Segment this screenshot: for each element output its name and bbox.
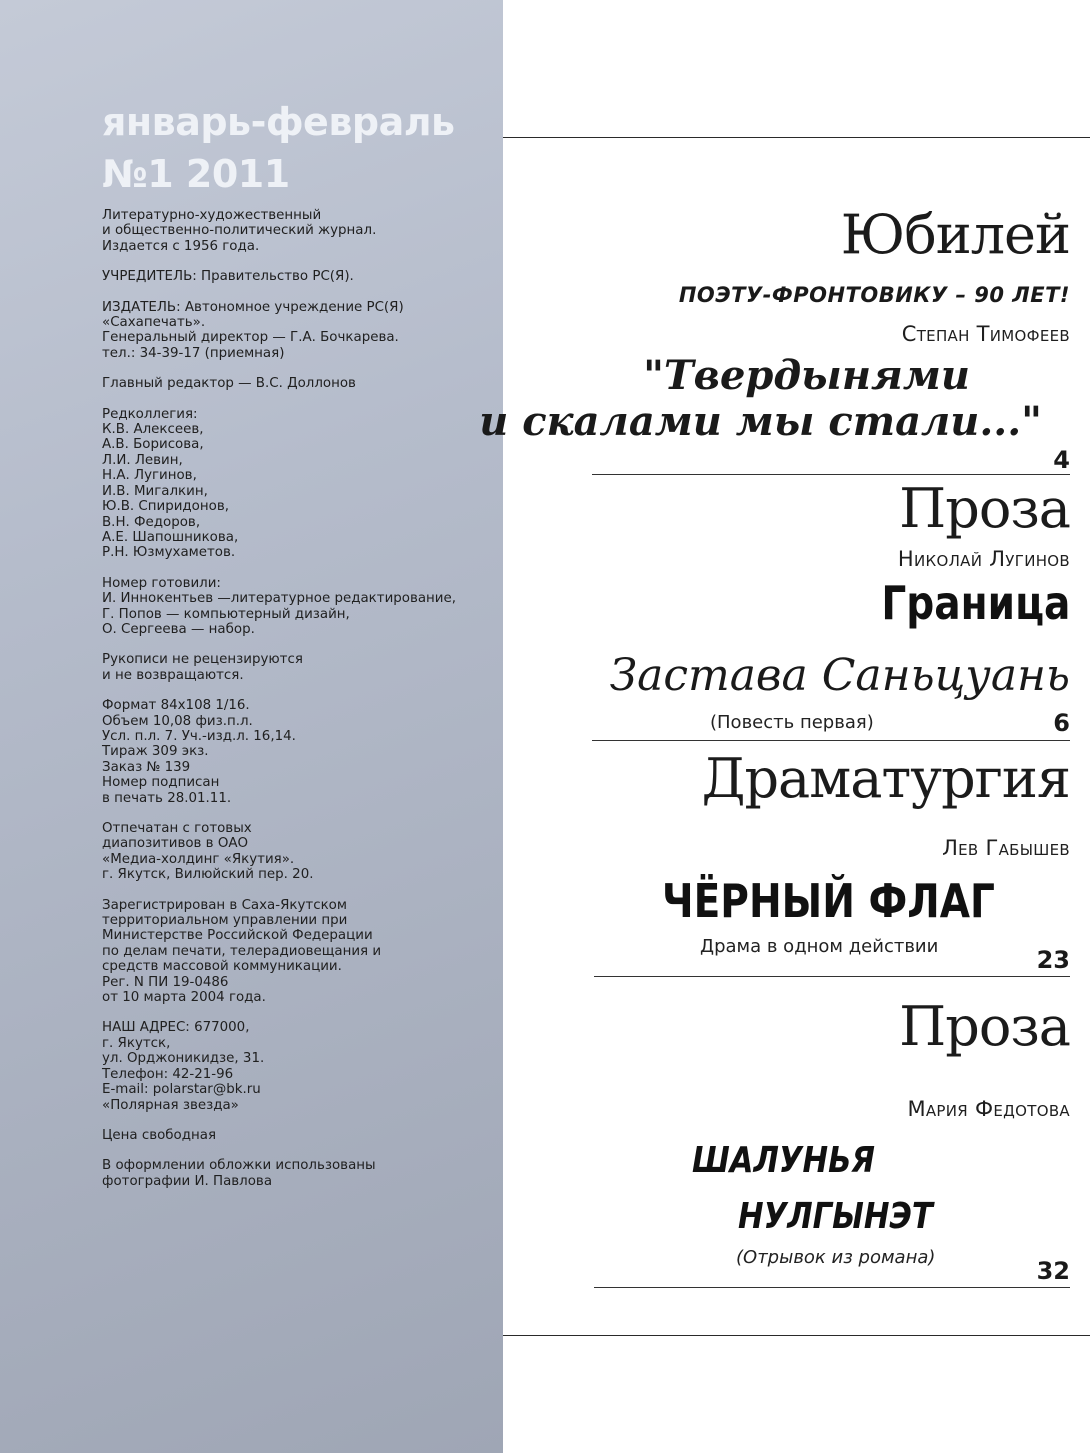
imprint-line: и общественно-политический журнал. bbox=[102, 223, 377, 239]
prose2-note: (Отрывок из романа) bbox=[736, 1247, 936, 1268]
separator bbox=[592, 474, 1070, 475]
imprint-line: Заказ № 139 bbox=[102, 759, 191, 775]
imprint-line: и не возвращаются. bbox=[102, 667, 244, 683]
imprint-line: диапозитивов в ОАО bbox=[102, 836, 249, 852]
imprint-block bbox=[102, 1128, 497, 1143]
imprint-line: «Полярная звезда» bbox=[102, 1097, 239, 1113]
imprint-line: г. Якутск, Вилюйский пер. 20. bbox=[102, 867, 314, 883]
imprint-line: Р.Н. Юзмухаметов. bbox=[102, 545, 236, 561]
imprint-line: от 10 марта 2004 года. bbox=[102, 990, 266, 1006]
prose2-page-number[interactable]: 32 bbox=[1036, 1257, 1070, 1285]
imprint-line: О. Сергеева — набор. bbox=[102, 621, 255, 637]
separator bbox=[594, 976, 1070, 977]
imprint-line: Тираж 309 экз. bbox=[102, 744, 209, 760]
imprint-line: Рег. N ПИ 19-0486 bbox=[102, 974, 229, 990]
imprint-line: А.В. Борисова, bbox=[102, 437, 204, 453]
prose1-note: (Повесть первая) bbox=[710, 712, 874, 733]
imprint-line: «Медиа-холдинг «Якутия». bbox=[102, 851, 295, 867]
imprint-block bbox=[102, 376, 497, 391]
imprint-line: И.В. Мигалкин, bbox=[102, 483, 208, 499]
section-drama: Драматургия bbox=[701, 747, 1070, 810]
separator bbox=[592, 740, 1070, 741]
imprint-line: Объем 10,08 физ.п.л. bbox=[102, 713, 253, 729]
imprint-block bbox=[102, 1020, 497, 1112]
imprint-line: Телефон: 42-21-96 bbox=[102, 1066, 234, 1082]
imprint-line: фотографии И. Павлова bbox=[102, 1173, 273, 1189]
imprint-line: Литературно-художественный bbox=[102, 208, 322, 223]
prose2-title-line1[interactable]: ШАЛУНЬЯ bbox=[692, 1140, 875, 1181]
imprint-line: Н.А. Лугинов, bbox=[102, 468, 197, 484]
issue-month: январь-февраль bbox=[102, 100, 455, 144]
prose2-title-line2[interactable]: НУЛГЫНЭТ bbox=[738, 1196, 933, 1237]
prose1-author: Николай Лугинов bbox=[897, 547, 1070, 571]
imprint-line: г. Якутск, bbox=[102, 1035, 171, 1051]
imprint-block bbox=[102, 407, 497, 561]
section-prose-1: Проза bbox=[899, 477, 1070, 540]
drama-author: Лев Габышев bbox=[942, 836, 1070, 860]
imprint-line: Цена свободная bbox=[102, 1127, 217, 1143]
imprint-line: Л.И. Левин, bbox=[102, 452, 183, 468]
imprint-line: Отпечатан с готовых bbox=[102, 821, 252, 836]
imprint-panel bbox=[0, 0, 503, 1453]
jubilee-title-line1[interactable]: "Твердынями bbox=[643, 352, 970, 399]
imprint-text bbox=[102, 208, 497, 1204]
top-rule bbox=[503, 137, 1090, 138]
prose1-title[interactable]: Граница bbox=[880, 576, 1070, 630]
imprint-line: «Сахапечать». bbox=[102, 315, 206, 331]
imprint-block bbox=[102, 698, 497, 806]
drama-note: Драма в одном действии bbox=[700, 936, 939, 957]
imprint-line: Г. Попов — компьютерный дизайн, bbox=[102, 606, 350, 622]
imprint-line: Главный редактор — В.С. Доллонов bbox=[102, 376, 356, 392]
jubilee-tagline: ПОЭТУ-ФРОНТОВИКУ – 90 ЛЕТ! bbox=[678, 283, 1070, 307]
imprint-block bbox=[102, 576, 497, 638]
imprint-line: Формат 84х108 1/16. bbox=[102, 698, 250, 714]
imprint-line: Ю.В. Спиридонов, bbox=[102, 499, 229, 515]
imprint-line: Издается с 1956 года. bbox=[102, 238, 260, 254]
imprint-line: В.Н. Федоров, bbox=[102, 514, 201, 530]
jubilee-page-number[interactable]: 4 bbox=[1053, 446, 1070, 474]
imprint-line: ИЗДАТЕЛЬ: Автономное учреждение РС(Я) bbox=[102, 299, 404, 315]
prose1-page-number[interactable]: 6 bbox=[1053, 709, 1070, 737]
issue-number: №1 2011 bbox=[102, 152, 290, 196]
section-prose-2: Проза bbox=[899, 995, 1070, 1058]
imprint-line: Номер готовили: bbox=[102, 575, 221, 591]
imprint-line: Зарегистрирован в Саха-Якутском bbox=[102, 897, 347, 913]
prose1-subtitle[interactable]: Застава Саньцуань bbox=[609, 650, 1070, 701]
imprint-line: Министерстве Российской Федерации bbox=[102, 928, 373, 944]
imprint-block bbox=[102, 300, 497, 362]
separator bbox=[594, 1287, 1070, 1288]
imprint-block bbox=[102, 821, 497, 883]
imprint-line: E-mail: polarstar@bk.ru bbox=[102, 1082, 261, 1098]
imprint-line: В оформлении обложки использованы bbox=[102, 1158, 376, 1174]
imprint-line: тел.: 34-39-17 (приемная) bbox=[102, 345, 285, 361]
imprint-line: А.Е. Шапошникова, bbox=[102, 529, 239, 545]
imprint-block bbox=[102, 269, 497, 284]
jubilee-title-line2[interactable]: и скалами мы стали..." bbox=[479, 398, 1042, 445]
imprint-line: И. Иннокентьев —литературное редактирование, bbox=[102, 591, 457, 607]
imprint-block bbox=[102, 208, 497, 254]
imprint-line: НАШ АДРЕС: 677000, bbox=[102, 1020, 250, 1036]
imprint-line: Рукописи не рецензируются bbox=[102, 652, 303, 668]
imprint-line: в печать 28.01.11. bbox=[102, 790, 232, 806]
bottom-rule bbox=[503, 1335, 1090, 1336]
imprint-line: ул. Орджоникидзе, 31. bbox=[102, 1051, 265, 1067]
jubilee-author: Степан Тимофеев bbox=[901, 322, 1070, 346]
imprint-block bbox=[102, 898, 497, 1006]
drama-page-number[interactable]: 23 bbox=[1036, 946, 1070, 974]
imprint-line: Усл. п.л. 7. Уч.-изд.л. 16,14. bbox=[102, 728, 296, 744]
drama-title[interactable]: ЧЁРНЫЙ ФЛАГ bbox=[662, 874, 995, 928]
imprint-block bbox=[102, 1158, 497, 1189]
section-jubilee: Юбилей bbox=[840, 203, 1070, 266]
imprint-block bbox=[102, 652, 497, 683]
prose2-author: Мария Федотова bbox=[907, 1097, 1070, 1121]
imprint-line: Редколлегия: bbox=[102, 406, 198, 422]
imprint-line: К.В. Алексеев, bbox=[102, 422, 204, 438]
imprint-line: по делам печати, телерадиовещания и bbox=[102, 943, 382, 959]
imprint-line: УЧРЕДИТЕЛЬ: Правительство РС(Я). bbox=[102, 269, 354, 285]
imprint-line: средств массовой коммуникации. bbox=[102, 959, 342, 975]
imprint-line: Генеральный директор — Г.А. Бочкарева. bbox=[102, 330, 399, 346]
imprint-line: территориальном управлении при bbox=[102, 913, 348, 929]
imprint-line: Номер подписан bbox=[102, 775, 220, 791]
